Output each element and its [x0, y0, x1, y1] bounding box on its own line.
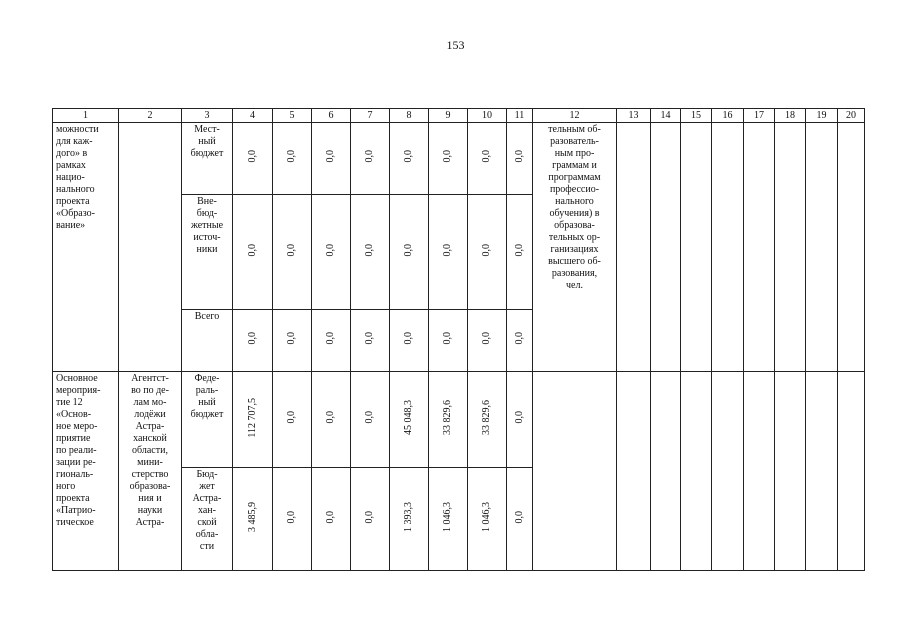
header-cell: 19: [806, 109, 838, 123]
value-cell: 0,0: [351, 195, 390, 310]
table-row: [53, 372, 865, 468]
value-cell: 0,0: [468, 123, 507, 195]
empty-cell: [838, 123, 865, 372]
value-cell: 0,0: [507, 310, 533, 372]
header-cell: 20: [838, 109, 865, 123]
header-cell: 7: [351, 109, 390, 123]
empty-cell: [744, 372, 775, 571]
empty-cell: [744, 123, 775, 372]
funding-source-cell: Мест- ный бюджет: [182, 123, 233, 195]
value-cell: 0,0: [351, 123, 390, 195]
empty-cell: [806, 372, 838, 571]
budget-table: [52, 108, 865, 571]
header-cell: 15: [681, 109, 712, 123]
header-cell: 13: [617, 109, 651, 123]
empty-cell: [712, 123, 744, 372]
value-cell: 0,0: [429, 123, 468, 195]
value-cell: 0,0: [233, 310, 273, 372]
header-cell: 1: [53, 109, 119, 123]
header-cell: 9: [429, 109, 468, 123]
funding-source-cell: Всего: [182, 310, 233, 372]
value-cell: 0,0: [312, 310, 351, 372]
header-cell: 10: [468, 109, 507, 123]
empty-cell: [681, 372, 712, 571]
value-cell: 1 393,3: [390, 468, 429, 571]
empty-cell: [775, 123, 806, 372]
empty-cell: [651, 123, 681, 372]
value-cell: 45 048,3: [390, 372, 429, 468]
funding-source-cell: Феде- раль- ный бюджет: [182, 372, 233, 468]
header-row: [53, 109, 865, 123]
value-cell: 0,0: [390, 310, 429, 372]
executor-cell: [119, 123, 182, 372]
empty-cell: [806, 123, 838, 372]
empty-cell: [775, 372, 806, 571]
value-cell: 0,0: [312, 468, 351, 571]
page-number: 153: [446, 38, 465, 52]
header-cell: 5: [273, 109, 312, 123]
value-cell: 0,0: [507, 468, 533, 571]
value-cell: 0,0: [312, 372, 351, 468]
value-cell: 1 046,3: [429, 468, 468, 571]
header-cell: 17: [744, 109, 775, 123]
header-cell: 6: [312, 109, 351, 123]
empty-cell: [617, 123, 651, 372]
funding-source-cell: Бюд- жет Астра- хан- ской обла- сти: [182, 468, 233, 571]
value-cell: 0,0: [429, 195, 468, 310]
header-cell: 11: [507, 109, 533, 123]
empty-cell: [712, 372, 744, 571]
value-cell: 0,0: [468, 310, 507, 372]
value-cell: 0,0: [233, 123, 273, 195]
value-cell: 33 829,6: [429, 372, 468, 468]
value-cell: 0,0: [351, 372, 390, 468]
empty-cell: [681, 123, 712, 372]
value-cell: 0,0: [273, 310, 312, 372]
value-cell: 0,0: [507, 123, 533, 195]
header-cell: 8: [390, 109, 429, 123]
value-cell: 0,0: [429, 310, 468, 372]
header-cell: 14: [651, 109, 681, 123]
value-cell: 0,0: [273, 372, 312, 468]
value-cell: 0,0: [507, 195, 533, 310]
value-cell: 0,0: [233, 195, 273, 310]
table-row: [53, 123, 865, 195]
value-cell: 33 829,6: [468, 372, 507, 468]
value-cell: 1 046,3: [468, 468, 507, 571]
value-cell: 0,0: [312, 195, 351, 310]
header-cell: 4: [233, 109, 273, 123]
value-cell: 3 485,9: [233, 468, 273, 571]
header-cell: 2: [119, 109, 182, 123]
value-cell: 0,0: [390, 195, 429, 310]
funding-source-cell: Вне- бюд- жетные источ- ники: [182, 195, 233, 310]
header-cell: 16: [712, 109, 744, 123]
empty-cell: [533, 372, 617, 571]
value-cell: 0,0: [390, 123, 429, 195]
value-cell: 0,0: [273, 468, 312, 571]
header-cell: 12: [533, 109, 617, 123]
executor-cell: Агентст- во по де- лам мо- лодёжи Астра- ханской области, мини- стерство образова- ния и науки Астра-: [119, 372, 182, 571]
value-cell: 0,0: [351, 310, 390, 372]
measure-name-cell: можности для каж- дого» в рамках нацио- нального проекта «Образо- вание»: [53, 123, 119, 372]
value-cell: 0,0: [312, 123, 351, 195]
header-cell: 3: [182, 109, 233, 123]
indicator-cell: тельным об- разователь- ным про- граммам и программам профессио- нального обучения) в образова- тельных ор- ганизациях высшего об- разования, чел.: [533, 123, 617, 372]
value-cell: 0,0: [351, 468, 390, 571]
empty-cell: [651, 372, 681, 571]
header-cell: 18: [775, 109, 806, 123]
value-cell: 0,0: [273, 195, 312, 310]
value-cell: 112 707,5: [233, 372, 273, 468]
measure-name-cell: Основное мероприя- тие 12 «Основ- ное меро- приятие по реали- зации ре- гиональ- ного проекта «Патрио- тическое: [53, 372, 119, 571]
value-cell: 0,0: [273, 123, 312, 195]
value-cell: 0,0: [468, 195, 507, 310]
empty-cell: [617, 372, 651, 571]
empty-cell: [838, 372, 865, 571]
value-cell: 0,0: [507, 372, 533, 468]
